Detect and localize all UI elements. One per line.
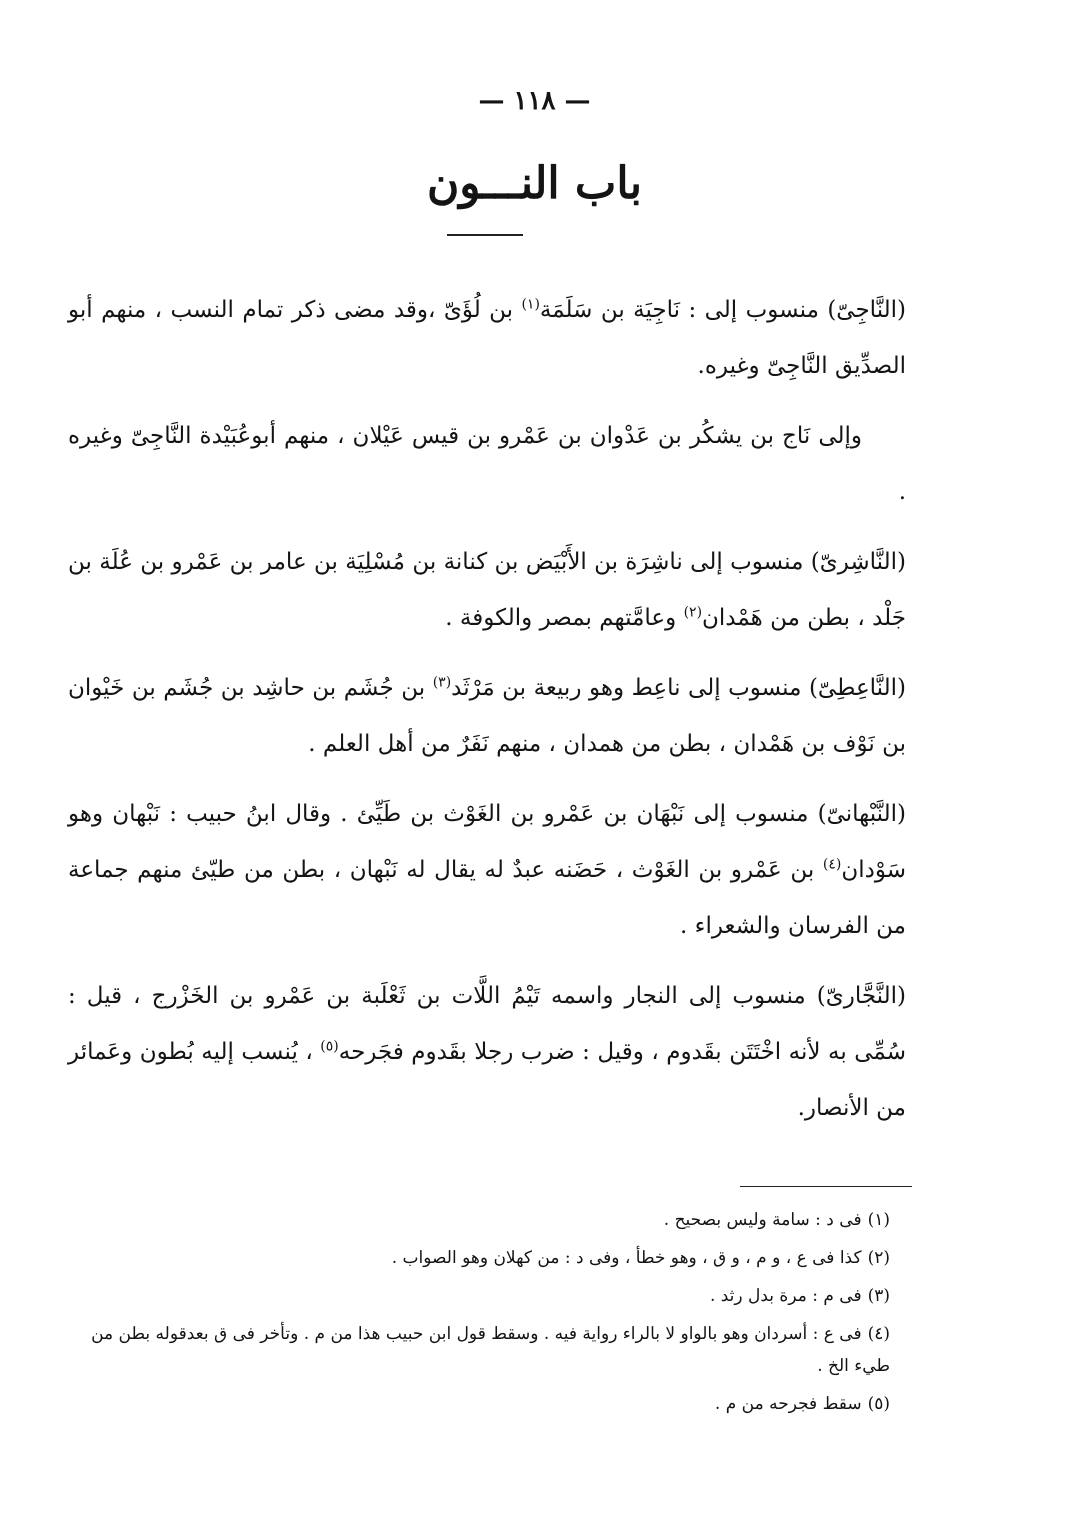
footnote-divider [740,1186,912,1187]
footnote-3 [60,1280,890,1312]
footnote-text: سقط فجرحه من م . [714,1394,862,1414]
entry-text: (النَّجَّارىّ) منسوب إلى النجار واسمه تَيْمُ اللَّات بن ثَعْلَبة بن عَمْرو بن الخَزْرج ، قيل : سُمِّى به لأنه اخْتَتَن بقَدوم ، وقيل : ضرب رجلا بقَدوم فجَرحه [68,983,906,1065]
chapter-title: باب النـــون [426,158,642,209]
footnote-marker: (٥) [320,1038,339,1055]
body-text [68,282,906,1150]
footnote-text: فى د : سامة وليس بصحيح . [663,1210,862,1230]
entry-naj [68,408,906,520]
footnote-4 [60,1318,890,1382]
footnote-5 [60,1388,890,1420]
footnote-text: كذا فى ع ، و م ، و ق ، وهو خطأ ، وفى د : من كهلان وهو الصواب . [391,1248,862,1268]
entry-text: (النَّاشِرىّ) منسوب إلى ناشِرَة بن الأَبْيَض بن كنانة بن مُسْلِيَة بن عامر بن عَمْرو بن عُلَة بن جَلْد ، بطن من هَمْدان [68,549,906,631]
title-divider [447,234,523,236]
entry-nashiriy [68,534,906,646]
entry-naitiy [68,660,906,772]
footnote-marker: (٤) [822,856,842,873]
footnote-number: (٤) [867,1324,890,1344]
entry-text: (النَّاجِىّ) منسوب إلى : نَاجِيَة بن سَلَمَة [539,297,907,323]
entry-text: بن عَمْرو بن الغَوْث ، حَضَنه عبدٌ له يقال له نَبْهان ، بطن من طيّئ منهم جماعة من الفرسان والشعراء . [68,857,906,939]
page-number: — ١١٨ — [478,86,591,116]
entry-text: بن لُؤَىّ ،وقد مضى ذكر تمام النسب ، منهم أبو الصدِّيق النَّاجِىّ وغيره. [68,297,906,379]
footnote-1 [60,1204,890,1236]
entry-text: بن جُشَم بن حاشِد بن جُشَم بن خَيْوان بن نَوْف بن هَمْدان ، بطن من همدان ، منهم نَفَرٌ من أهل العلم . [68,675,906,757]
footnote-marker: (١) [521,296,540,313]
footnote-number: (٣) [867,1286,890,1306]
entry-text: وعامَّتهم بمصر والكوفة . [445,605,684,631]
entry-text: (النَّاعِطِىّ) منسوب إلى ناعِط وهو ربيعة بن مَرْثَد [451,675,906,701]
footnotes [60,1204,890,1426]
footnote-marker: (٣) [432,674,452,691]
footnote-number: (٥) [867,1394,890,1414]
footnote-text: فى م : مرة بدل رثد . [709,1286,862,1306]
entry-najiy [68,282,906,394]
footnote-marker: (٢) [683,604,703,621]
entry-najjariy [68,968,906,1136]
entry-text: وإلى نَاج بن يشكُر بن عَدْوان بن عَمْرو بن قيس عَيْلان ، منهم أبوعُبَيْدة النَّاجِىّ وغيره . [68,423,906,505]
footnote-text: فى ع : أسردان وهو بالواو لا بالراء رواية فيه . وسقط قول ابن حبيب هذا من م . وتأخر فى ق بعدقوله بطن من طيء الخ . [91,1324,890,1376]
footnote-2 [60,1242,890,1274]
entry-nabhaniy [68,786,906,954]
entry-text: ، يُنسب إليه بُطون وعَمائر من الأنصار. [68,1039,906,1121]
entry-text: (النَّبْهانىّ) منسوب إلى نَبْهَان بن عَمْرو بن الغَوْث بن طَيِّئ . وقال ابنُ حبيب : نَبْهان وهو سَوْدان [68,801,906,883]
footnote-number: (٢) [867,1248,890,1268]
footnote-number: (١) [867,1210,890,1230]
